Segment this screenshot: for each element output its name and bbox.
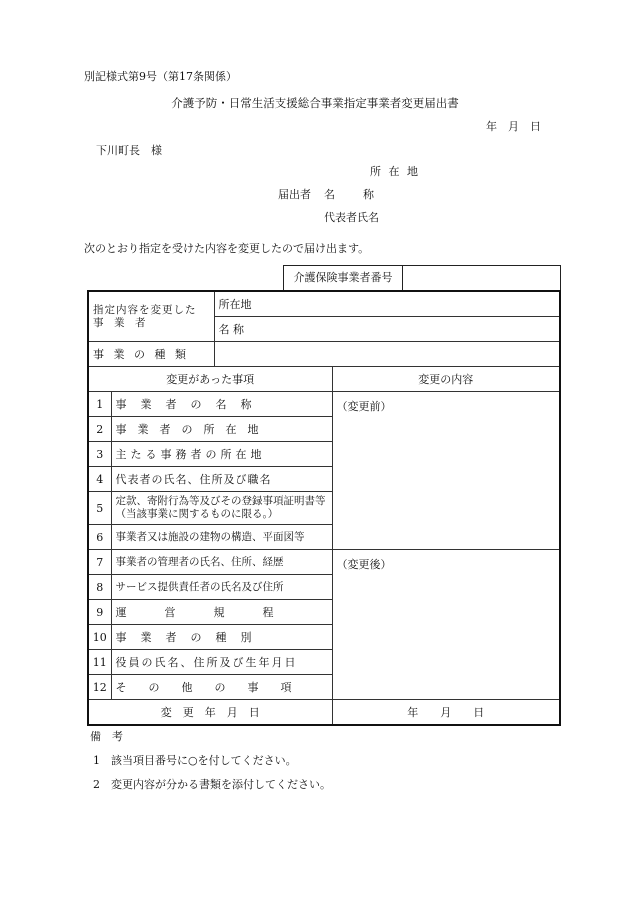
item-text: 事業者の管理者の氏名、住所、経歴 [111,550,332,575]
item-text: 定款、寄附行為等及びその登録事項証明書等（当該事業に関するものに限る。） [111,492,332,525]
service-number-field[interactable] [403,266,560,290]
change-content-header: 変更の内容 [332,367,560,392]
item-text: サービス提供責任者の氏名及び住所 [111,575,332,600]
before-change-field[interactable] [332,392,560,550]
item-number: 9 [88,600,111,625]
item-text: 事業者の種別 [111,625,332,650]
submission-date: 年 月 日 [486,120,541,133]
business-type-label: 事 業 の 種 類 [88,342,214,367]
item-number: 1 [88,392,111,417]
change-date-field[interactable] [332,700,560,726]
item-text: 主たる事務者の所在地 [111,442,332,467]
business-name-label: 名 称 [218,323,244,336]
change-table [87,290,561,726]
item-number: 4 [88,467,111,492]
business-name-field[interactable] [214,317,560,342]
item-number: 7 [88,550,111,575]
service-number-box [283,265,561,291]
document-title: 介護予防・日常生活支援総合事業指定事業者変更届出書 [171,96,459,110]
after-change-label: （変更後） [336,558,392,571]
item-number: 6 [88,525,111,550]
applicant-name-label: 名 称 [324,188,376,201]
item-number: 10 [88,625,111,650]
business-address-field[interactable] [214,291,560,317]
item-text: 運営規程 [111,600,332,625]
change-date-label: 変 更 年 月 日 [88,700,332,726]
item-number: 2 [88,417,111,442]
item-text: 事業者又は施設の建物の構造、平面図等 [111,525,332,550]
item-text: 代表者の氏名、住所及び職名 [111,467,332,492]
business-address-label: 所在地 [218,298,252,311]
after-change-field[interactable] [332,550,560,700]
item-text: 事業者の所在地 [111,417,332,442]
applicant-address-label: 所 在 地 [370,165,420,178]
item-text: 事業者の名称 [111,392,332,417]
note-item: 1 該当項目番号に○を付してください。 [93,754,297,767]
changed-items-header: 変更があった事項 [88,367,332,392]
note-item: 2 変更内容が分かる書類を添付してください。 [93,778,331,791]
applicant-label: 届出者 [278,188,311,201]
change-date-value: 年 月 日 [407,706,485,719]
item-text: その他の事項 [111,675,332,700]
applicant-block [278,160,478,229]
before-change-label: （変更前） [336,400,392,413]
business-type-field[interactable] [214,342,560,367]
item-number: 5 [88,492,111,525]
form-id: 別記様式第9号（第17条関係） [84,70,237,83]
addressee: 下川町長 様 [96,144,162,157]
item-number: 11 [88,650,111,675]
item-text: 役員の氏名、住所及び生年月日 [111,650,332,675]
changed-business-label: 指定内容を変更した 事 業 者 [88,291,214,342]
intro-text: 次のとおり指定を受けた内容を変更したので届け出ます。 [84,242,370,255]
service-number-label: 介護保険事業者番号 [284,266,403,290]
applicant-rep-label: 代表者氏名 [324,211,379,224]
notes-heading: 備 考 [90,730,123,743]
item-number: 3 [88,442,111,467]
item-number: 8 [88,575,111,600]
item-number: 12 [88,675,111,700]
